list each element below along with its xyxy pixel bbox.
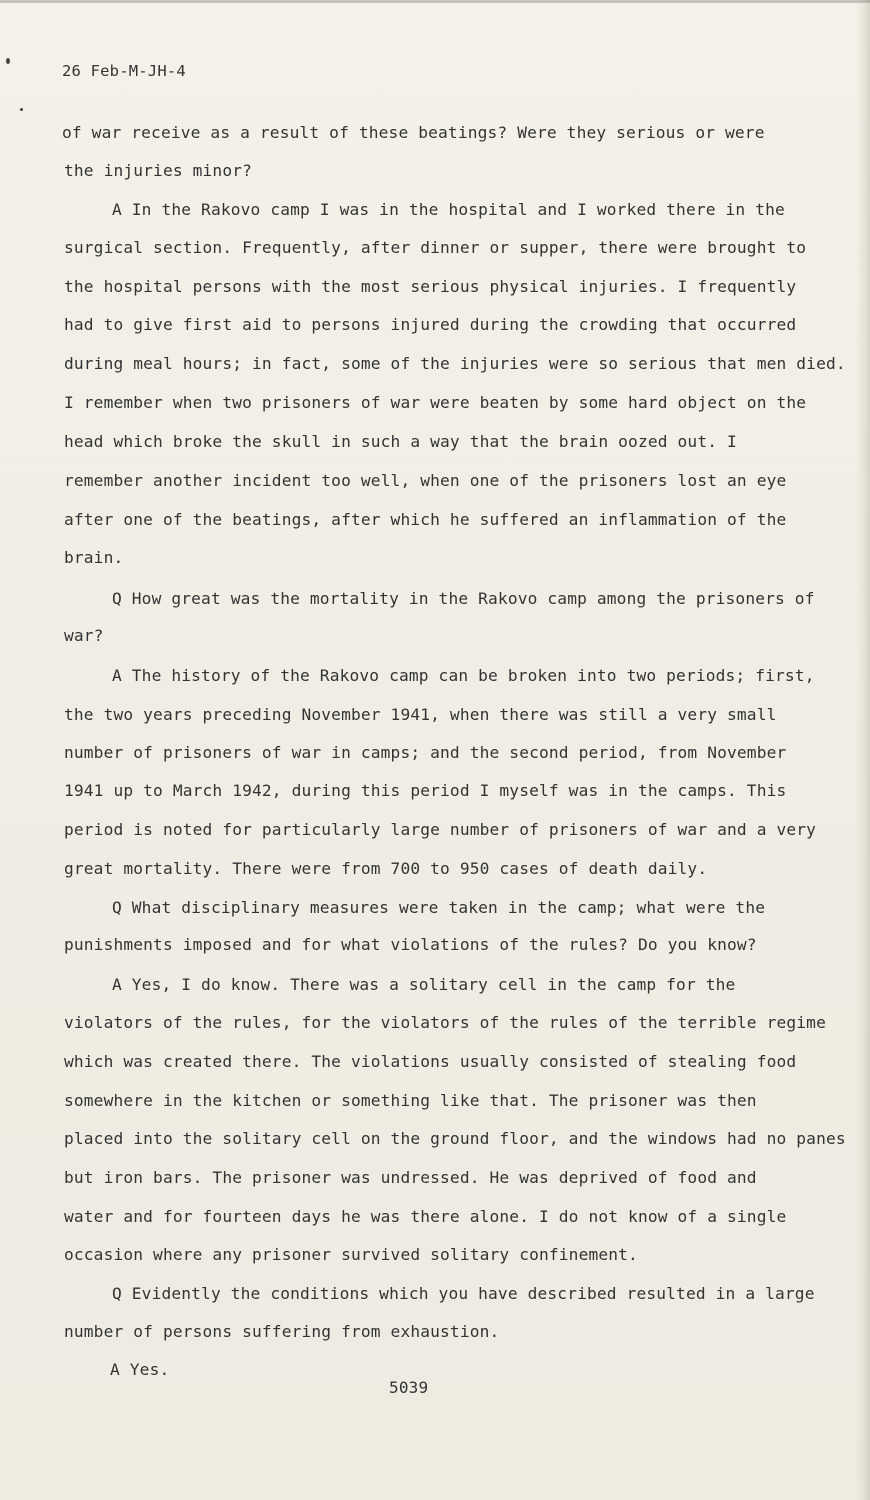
transcript-line: remember another incident too well, when one of the prisoners lost an eye bbox=[64, 471, 787, 490]
transcript-line: somewhere in the kitchen or something like that. The prisoner was then bbox=[64, 1091, 757, 1110]
transcript-line: A The history of the Rakovo camp can be broken into two periods; first, bbox=[112, 666, 815, 685]
page-edge-shadow bbox=[856, 0, 870, 1500]
transcript-line: the hospital persons with the most serious physical injuries. I frequently bbox=[64, 277, 797, 296]
transcript-line: Q How great was the mortality in the Rakovo camp among the prisoners of bbox=[112, 589, 815, 608]
transcript-line: punishments imposed and for what violations of the rules? Do you know? bbox=[64, 935, 757, 954]
transcript-line: Q Evidently the conditions which you have described resulted in a large bbox=[112, 1284, 815, 1303]
transcript-line: brain. bbox=[64, 548, 124, 567]
transcript-line: A Yes. bbox=[110, 1360, 170, 1379]
transcript-line: the injuries minor? bbox=[64, 161, 253, 180]
transcript-line: after one of the beatings, after which he suffered an inflammation of the bbox=[64, 510, 787, 529]
top-edge-rule bbox=[0, 0, 870, 3]
transcript-line: number of persons suffering from exhaustion. bbox=[64, 1322, 500, 1341]
transcript-line: war? bbox=[64, 626, 104, 645]
transcript-line: A In the Rakovo camp I was in the hospital and I worked there in the bbox=[112, 200, 785, 219]
transcript-line: had to give first aid to persons injured during the crowding that occurred bbox=[64, 315, 797, 334]
margin-mark bbox=[20, 108, 23, 111]
transcript-line: period is noted for particularly large number of prisoners of war and a very bbox=[64, 820, 817, 839]
transcript-line: violators of the rules, for the violators of the rules of the terrible regime bbox=[64, 1013, 826, 1032]
transcript-line: Q What disciplinary measures were taken in the camp; what were the bbox=[112, 898, 766, 917]
transcript-line: surgical section. Frequently, after dinner or supper, there were brought to bbox=[64, 238, 807, 257]
transcript-line: but iron bars. The prisoner was undressed. He was deprived of food and bbox=[64, 1168, 757, 1187]
margin-mark bbox=[6, 58, 10, 64]
transcript-line: great mortality. There were from 700 to 950 cases of death daily. bbox=[64, 859, 708, 878]
transcript-line: A Yes, I do know. There was a solitary cell in the camp for the bbox=[112, 975, 736, 994]
transcript-line: of war receive as a result of these beatings? Were they serious or were bbox=[62, 123, 765, 142]
transcript-line: number of prisoners of war in camps; and the second period, from November bbox=[64, 743, 787, 762]
page-number: 5039 bbox=[389, 1378, 429, 1397]
transcript-line: water and for fourteen days he was there alone. I do not know of a single bbox=[64, 1207, 787, 1226]
transcript-line: the two years preceding November 1941, when there was still a very small bbox=[64, 705, 777, 724]
transcript-line: head which broke the skull in such a way that the brain oozed out. I bbox=[64, 432, 737, 451]
transcript-line: placed into the solitary cell on the ground floor, and the windows had no panes bbox=[64, 1129, 846, 1148]
header-reference: 26 Feb-M-JH-4 bbox=[62, 62, 186, 80]
transcript-line: which was created there. The violations usually consisted of stealing food bbox=[64, 1052, 797, 1071]
transcript-line: occasion where any prisoner survived solitary confinement. bbox=[64, 1245, 638, 1264]
transcript-line: 1941 up to March 1942, during this period I myself was in the camps. This bbox=[64, 781, 787, 800]
transcript-line: during meal hours; in fact, some of the injuries were so serious that men died. bbox=[64, 354, 846, 373]
transcript-line: I remember when two prisoners of war were beaten by some hard object on the bbox=[64, 393, 807, 412]
